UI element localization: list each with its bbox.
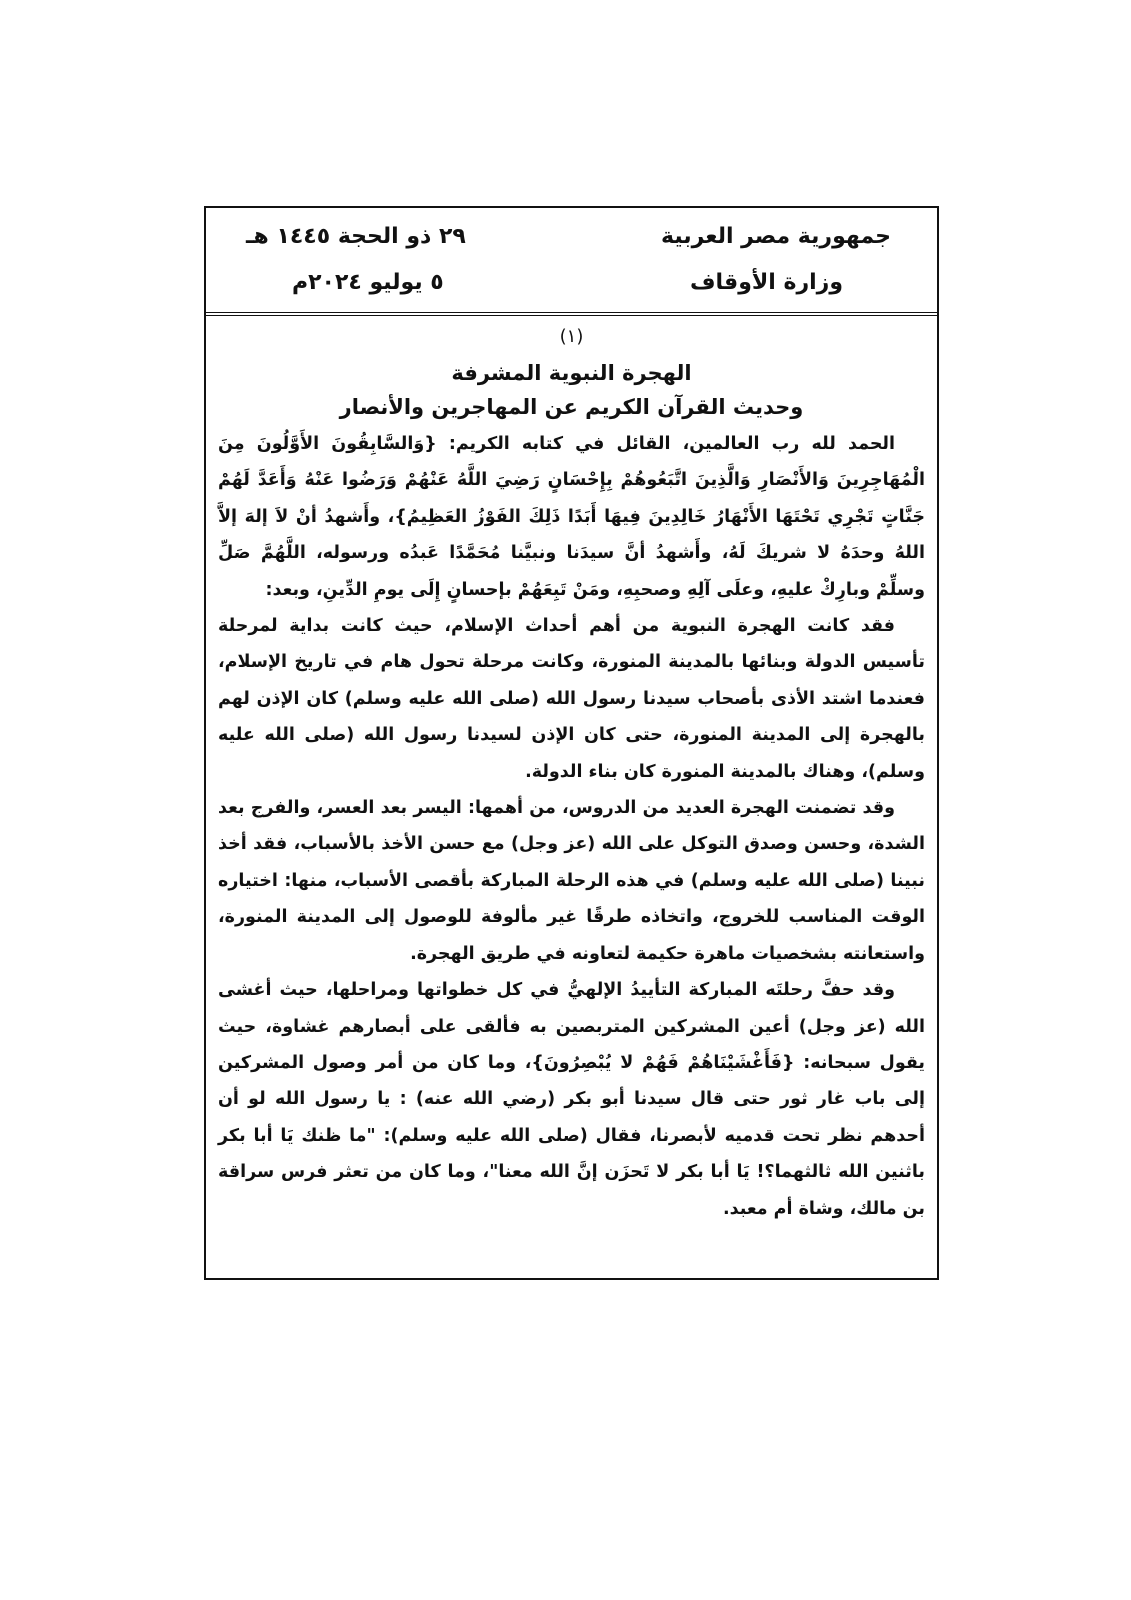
ministry-name: وزارة الأوقاف <box>689 270 843 295</box>
paragraph-divine-support: وقد حفَّ رحلتَه المباركة التأييدُ الإلهيُّ في كل خطواتها ومراحلها، حيث أغشى الله (عز وجل) أعين المشركين المتربصين به فألقى على أبصارهم غشاوة، حيث يقول سبحانه: {فَأَغْشَيْنَاهُمْ فَهُمْ لا يُبْصِرُونَ}، وما كان من أمر وصول المشركين إلى باب غار ثور حتى قال سيدنا أبو بكر (رضي الله عنه) : يا رسول الله لو أن أحدهم نظر تحت قدميه لأبصرنا، فقال (صلى الله عليه وسلم): "ما ظنك يَا أبا بكر باثنين الله ثالثهما؟! يَا أبا بكر لا تَحزَن إنَّ الله معنا"، وما كان من تعثر فرس سراقة بن مالك، وشاة أم معبد. <box>218 980 925 1219</box>
paragraph-hijra-lessons: وقد تضمنت الهجرة العديد من الدروس، من أهمها: اليسر بعد العسر، والفرج بعد الشدة، وحسن وصدق التوكل على الله (عز وجل) مع حسن الأخذ بالأسباب، فقد أخذ نبينا (صلى الله عليه وسلم) في هذه الرحلة المباركة بأقصى الأسباب، منها: اختياره الوقت المناسب للخروج، واتخاذه طرقًا غير مألوفة للوصول إلى المدينة المنورة، واستعانته بشخصيات ماهرة حكيمة لتعاونه في طريق الهجرة. <box>218 798 925 964</box>
paragraph-intro: الحمد لله رب العالمين، القائل في كتابه الكريم: {وَالسَّابِقُونَ الأَوَّلُونَ مِنَ الْمُهَاجِرِينَ وَالأَنْصَارِ وَالَّذِينَ اتَّبَعُوهُمْ بِإِحْسَانٍ رَضِيَ اللَّهُ عَنْهُمْ وَرَضُوا عَنْهُ وَأَعَدَّ لَهُمْ جَنَّاتٍ تَجْرِي تَحْتَهَا الأَنْهَارُ خَالِدِينَ فِيهَا أَبَدًا ذَلِكَ الفَوْزُ العَظِيمُ}، وأَشهدُ أنْ لاَ إلهَ إلاَّ اللهُ وحدَهُ لا شريكَ لَهُ، وأَشهدُ أنَّ سيدَنا ونبيَّنا مُحَمَّدًا عَبدُه ورسوله، اللَّهُمَّ صَلِّ وسلِّمْ وبارِكْ عليهِ، وعلَى آلِهِ وصحبِهِ، ومَنْ تَبِعَهُمْ بإحسانٍ إِلَى يومِ الدِّينِ، وبعد: <box>218 434 925 600</box>
hijri-date: ٢٩ ذو الحجة ١٤٤٥ هـ <box>246 224 466 249</box>
document-body <box>218 324 925 1270</box>
document-header <box>206 208 937 312</box>
header-divider <box>206 312 937 316</box>
country-name: جمهورية مصر العربية <box>661 224 891 249</box>
gregorian-date: ٥ يوليو ٢٠٢٤م <box>292 270 444 295</box>
paragraph-hijra-importance: فقد كانت الهجرة النبوية من أهم أحداث الإسلام، حيث كانت بداية لمرحلة تأسيس الدولة وبنائها بالمدينة المنورة، وكانت مرحلة تحول هام في تاريخ الإسلام، فعندما اشتد الأذى بأصحاب سيدنا رسول الله (صلى الله عليه وسلم) كان الإذن لهم بالهجرة إلى المدينة المنورة، حتى كان الإذن لسيدنا رسول الله (صلى الله عليه وسلم)، وهناك بالمدينة المنورة كان بناء الدولة. <box>218 616 925 782</box>
lesson-subtitle: وحديث القرآن الكريم عن المهاجرين والأنصار <box>339 395 804 419</box>
lesson-title: الهجرة النبوية المشرفة <box>451 361 692 385</box>
document-frame <box>204 206 939 1280</box>
lesson-number: (١) <box>559 326 584 347</box>
